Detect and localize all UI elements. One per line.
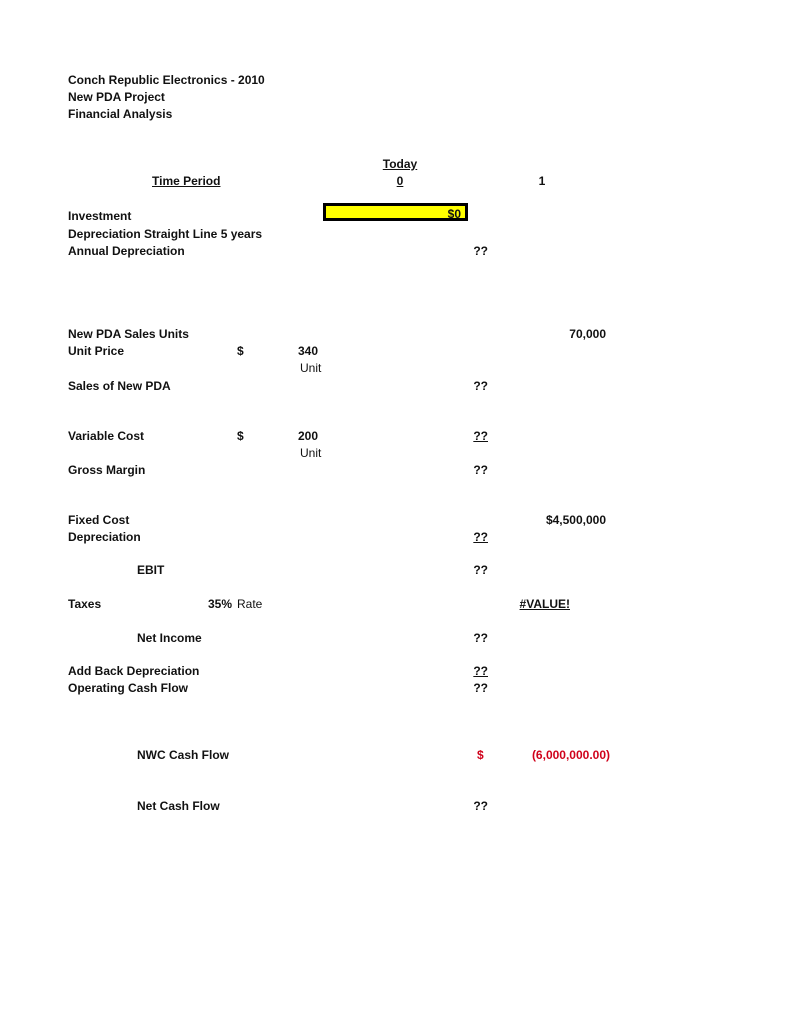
annual-depreciation-label: Annual Depreciation (68, 244, 185, 258)
net-cash-flow-value: ?? (473, 799, 488, 813)
fixed-cost-label: Fixed Cost (68, 513, 130, 527)
taxes-value: #VALUE! (519, 597, 570, 611)
depreciation-method-label: Depreciation Straight Line 5 years (68, 227, 263, 241)
fixed-cost-value: $4,500,000 (545, 513, 606, 527)
period-0: 0 (396, 174, 404, 188)
nwc-cash-flow-value: (6,000,000.00) (531, 748, 610, 762)
period-1: 1 (538, 174, 546, 188)
variable-cost-value: 200 (298, 429, 319, 443)
operating-cash-flow-value: ?? (473, 681, 488, 695)
net-cash-flow-label: Net Cash Flow (137, 799, 220, 813)
add-back-depreciation-value: ?? (473, 664, 488, 678)
variable-cost-unit: Unit (300, 446, 322, 460)
tax-rate: 35% (207, 597, 232, 611)
today-label: Today (382, 157, 418, 171)
nwc-cash-flow-label: NWC Cash Flow (137, 748, 229, 762)
add-back-depreciation-label: Add Back Depreciation (68, 664, 200, 678)
investment-value: $0 (447, 207, 461, 221)
variable-cost-label: Variable Cost (68, 429, 145, 443)
nwc-cash-flow-currency: $ (477, 748, 484, 762)
operating-cash-flow-label: Operating Cash Flow (68, 681, 189, 695)
ebit-label: EBIT (137, 563, 165, 577)
sales-label: Sales of New PDA (68, 379, 171, 393)
investment-label: Investment (68, 209, 132, 223)
tax-rate-label: Rate (237, 597, 263, 611)
time-period-label: Time Period (152, 174, 221, 188)
title-analysis: Financial Analysis (68, 107, 173, 121)
sales-units-label: New PDA Sales Units (68, 327, 189, 341)
unit-price-label: Unit Price (68, 344, 125, 358)
variable-cost-currency: $ (237, 429, 244, 443)
net-income-label: Net Income (137, 631, 202, 645)
taxes-label: Taxes (68, 597, 102, 611)
investment-input-cell[interactable] (323, 203, 468, 221)
gross-margin-label: Gross Margin (68, 463, 146, 477)
depreciation-value: ?? (473, 530, 488, 544)
sales-value: ?? (473, 379, 488, 393)
unit-price-unit: Unit (300, 361, 322, 375)
annual-depreciation-value: ?? (473, 244, 488, 258)
unit-price-value: 340 (298, 344, 319, 358)
ebit-value: ?? (473, 563, 488, 577)
gross-margin-value: ?? (473, 463, 488, 477)
variable-cost-total: ?? (473, 429, 488, 443)
net-income-value: ?? (473, 631, 488, 645)
title-company: Conch Republic Electronics - 2010 (68, 73, 265, 87)
title-project: New PDA Project (68, 90, 165, 104)
depreciation-label: Depreciation (68, 530, 141, 544)
sales-units-value: 70,000 (569, 327, 606, 341)
unit-price-currency: $ (237, 344, 244, 358)
